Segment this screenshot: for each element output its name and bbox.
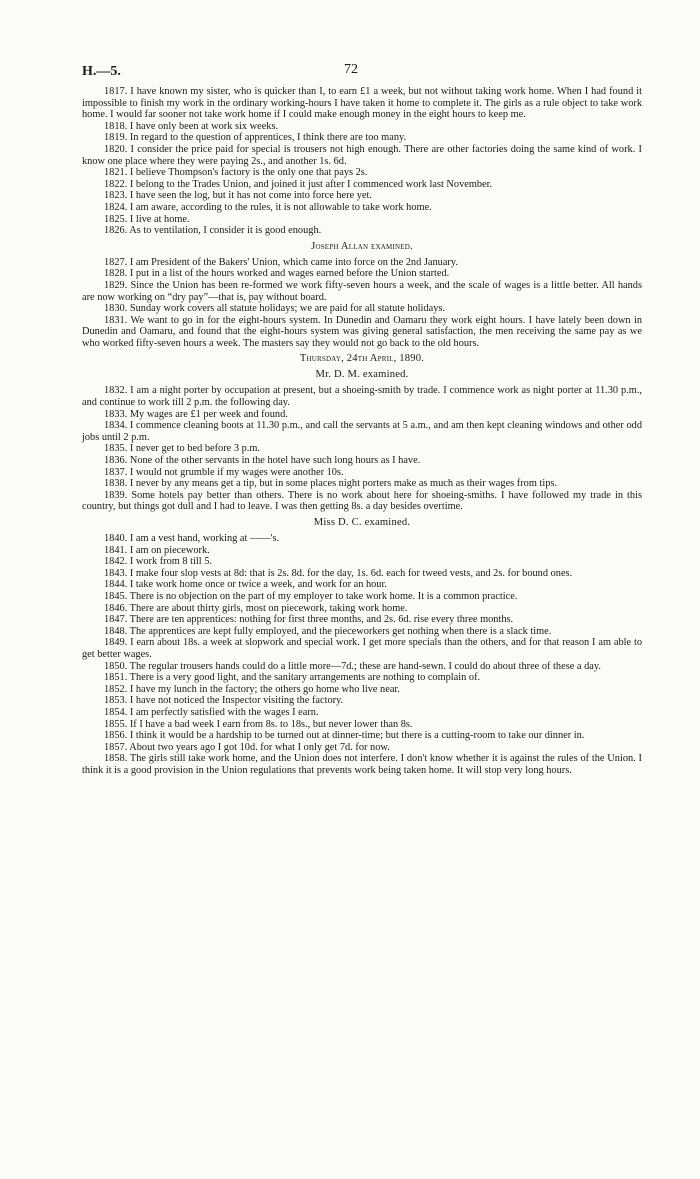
testimony-paragraph: 1818. I have only been at work six weeks. xyxy=(104,120,279,132)
testimony-paragraph: 1841. I am on piecework. xyxy=(104,544,210,556)
testimony-paragraph: 1828. I put in a list of the hours worked and wages earned before the Union started. xyxy=(104,268,450,280)
testimony-paragraph: 1838. I never by any means get a tip, but in some places night porters make as much as their wages from tips. xyxy=(104,478,557,490)
testimony-paragraph: 1830. Sunday work covers all statute holidays; we are paid for all statute holidays. xyxy=(104,303,445,315)
testimony-paragraph: 1835. I never get to bed before 3 p.m. xyxy=(104,443,260,455)
section xyxy=(82,86,642,237)
section xyxy=(82,241,642,350)
testimony-paragraph: 1833. My wages are £1 per week and found. xyxy=(104,408,288,420)
testimony-paragraph: 1851. There is a very good light, and the sanitary arrangements are nothing to complain of. xyxy=(104,672,481,684)
section-heading: Mr. D. M. examined. xyxy=(315,369,409,381)
testimony-paragraph: 1831. We want to go in for the eight-hours system. In Dunedin and Oamaru they work eight hours. I have lately been down in Dunedin and Oamaru, and found that the eight-hours system was giving general satisfaction, the men receiving the same pay as we who worked fifty-seven hours a week. The masters say they would not go back to the old hours. xyxy=(82,314,642,349)
testimony-paragraph: 1836. None of the other servants in the hotel have such long hours as I have. xyxy=(104,455,421,467)
testimony-paragraph: 1848. The apprentices are kept fully employed, and the pieceworkers get nothing when there is a slack time. xyxy=(104,625,552,637)
testimony-paragraph: 1817. I have known my sister, who is quicker than I, to earn £1 a week, but not without taking work home. When I had found it impossible to finish my work in the ordinary working-hours I have taken it home to complete it. The girls as a rule object to take work home. I would far sooner not take work home if I could make enough money in the eight hours to keep me. xyxy=(82,86,642,121)
document-code: H.—5. xyxy=(82,64,121,79)
testimony-paragraph: 1821. I believe Thompson's factory is the only one that pays 2s. xyxy=(104,167,368,179)
testimony-paragraph: 1854. I am perfectly satisfied with the wages I earn. xyxy=(104,706,319,718)
testimony-paragraph: 1823. I have seen the log, but it has not come into force here yet. xyxy=(104,190,372,202)
testimony-paragraph: 1834. I commence cleaning boots at 11.30 p.m., and call the servants at 5 a.m., and am then kept cleaning windows and other odd jobs until 2 p.m. xyxy=(82,420,642,443)
testimony-paragraph: 1852. I have my lunch in the factory; the others go home who live near. xyxy=(104,683,400,695)
page-number: 72 xyxy=(344,62,358,77)
testimony-paragraph: 1855. If I have a bad week I earn from 8s. to 18s., but never lower than 8s. xyxy=(104,718,413,730)
section xyxy=(82,369,642,513)
testimony-paragraph: 1819. In regard to the question of apprentices, I think there are too many. xyxy=(104,132,407,144)
testimony-paragraph: 1825. I live at home. xyxy=(104,213,190,225)
testimony-paragraph: 1827. I am President of the Bakers' Union, which came into force on the 2nd January. xyxy=(104,256,458,268)
testimony-paragraph: 1832. I am a night porter by occupation at present, but a shoeing-smith by trade. I commence work as night porter at 11.30 p.m., and continue to work till 2 p.m. the following day. xyxy=(82,385,642,409)
testimony-paragraph: 1850. The regular trousers hands could do a little more—7d.; these are hand-sewn. I could do about three of these a day. xyxy=(104,660,601,672)
testimony-paragraph: 1857. About two years ago I got 10d. for what I only get 7d. for now. xyxy=(104,741,390,753)
testimony-paragraph: 1858. The girls still take work home, and the Union does not interfere. I don't know whether it is against the rules of the Union. I think it is a good provision in the Union regulations that prevents work being taken home. It will stop very long hours. xyxy=(82,753,642,776)
testimony-paragraph: 1826. As to ventilation, I consider it is good enough. xyxy=(104,225,322,237)
section-heading: Joseph Allan examined. xyxy=(311,240,413,252)
testimony-paragraph: 1839. Some hotels pay better than others. There is no work about here for shoeing-smiths. I have followed my trade in this country, but things got dull and I had to leave. I was then getting 8s. a day besides overtime. xyxy=(82,489,642,513)
testimony-paragraph: 1846. There are about thirty girls, most on piecework, taking work home. xyxy=(104,602,408,614)
testimony-paragraph: 1844. I take work home once or twice a week, and work for an hour. xyxy=(104,579,387,591)
section xyxy=(82,517,642,776)
section xyxy=(82,353,642,365)
testimony-paragraph: 1842. I work from 8 till 5. xyxy=(104,556,213,568)
section-heading: Miss D. C. examined. xyxy=(313,517,411,528)
testimony-paragraph: 1856. I think it would be a hardship to be turned out at dinner-time; but there is a cutting-room to take our dinner in. xyxy=(104,730,585,742)
testimony-paragraph: 1853. I have not noticed the Inspector visiting the factory. xyxy=(104,695,344,707)
testimony-paragraph: 1845. There is no objection on the part of my employer to take work home. It is a common practice. xyxy=(104,590,518,602)
testimony-paragraph: 1847. There are ten apprentices: nothing for first three months, and 2s. 6d. rise every three months. xyxy=(104,614,514,626)
section-heading: Thursday, 24th April, 1890. xyxy=(299,353,425,365)
testimony-paragraph: 1837. I would not grumble if my wages were another 10s. xyxy=(104,466,344,478)
testimony-paragraph: 1820. I consider the price paid for special is trousers not high enough. There are other factories doing the same kind of work. I know one place where they were paying 2s., and another 1s. 6d. xyxy=(82,143,642,167)
testimony-paragraph: 1840. I am a vest hand, working at ——'s. xyxy=(104,533,280,544)
page-header xyxy=(82,56,642,82)
document-body xyxy=(82,86,642,776)
testimony-paragraph: 1824. I am aware, according to the rules, it is not allowable to take work home. xyxy=(104,201,432,213)
document-page xyxy=(82,56,642,776)
testimony-paragraph: 1822. I belong to the Trades Union, and joined it just after I commenced work last November. xyxy=(104,178,493,190)
testimony-paragraph: 1849. I earn about 18s. a week at slopwork and special work. I get more specials than the others, and for that reason I am able to get better wages. xyxy=(82,637,642,660)
testimony-paragraph: 1843. I make four slop vests at 8d: that is 2s. 8d. for the day, 1s. 6d. each for tweed vests, and 2s. for bound ones. xyxy=(104,567,573,579)
testimony-paragraph: 1829. Since the Union has been re-formed we work fifty-seven hours a week, and the scale of wages is a little better. All hands are now working on “dry pay”—that is, pay without board. xyxy=(82,279,642,303)
